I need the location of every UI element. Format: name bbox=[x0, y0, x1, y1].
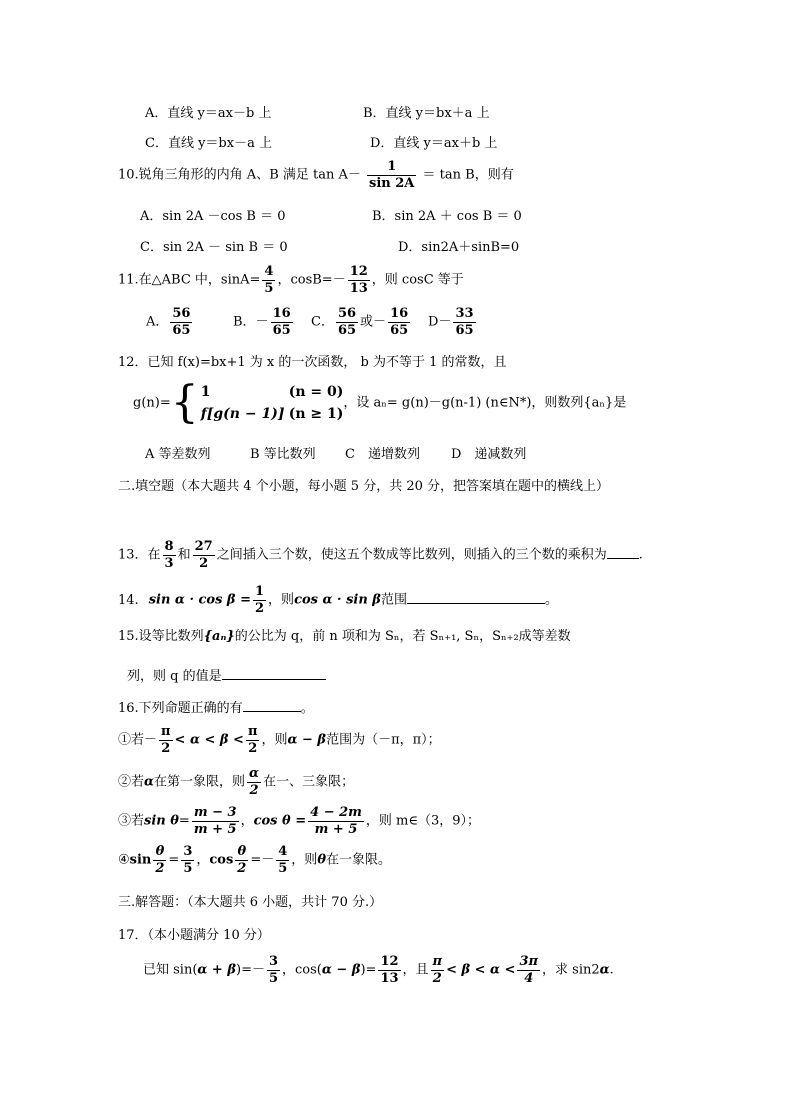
q11-sina-fraction: $\frac{4}{5}$ bbox=[264, 264, 274, 296]
q12-option-c: C 递增数列 bbox=[345, 447, 420, 462]
q16-item-2: ②若α在第一象限，则 $\frac{\alpha}{2}$ 在一、三象限； bbox=[118, 766, 355, 798]
q11-option-d: D－ $\frac{33}{65}$ bbox=[428, 306, 474, 338]
q9-option-b: B．直线 y＝bx＋a 上 bbox=[363, 106, 490, 121]
q12-stem: 12．已知 f(x)=bx+1 为 x 的一次函数， b 为不等于 1 的常数，且 bbox=[118, 355, 507, 370]
q12-option-b: B 等比数列 bbox=[250, 447, 316, 462]
q15-answer-blank[interactable] bbox=[222, 667, 326, 680]
q17-header: 17．（本小题满分 10 分） bbox=[118, 928, 270, 943]
q11-cosb-fraction: $\frac{12}{13}$ bbox=[349, 264, 368, 296]
q12-cases: 1 (n = 0) f[g(n − 1)] (n ≥ 1) bbox=[200, 384, 344, 422]
section-2-heading: 二.填空题（本大题共 4 个小题，每小题 5 分，共 20 分，把答案填在题中的横线上） bbox=[118, 479, 610, 494]
q11-option-b: B．－ $\frac{16}{65}$ bbox=[233, 306, 291, 338]
q15-line-2: 列，则 q 的值是 bbox=[127, 667, 326, 683]
q11-stem: 11.在△ABC 中，sinA= $\frac{4}{5}$ ，cosB=－ $\frac{12}{13}$ ，则 cosC 等于 bbox=[118, 264, 464, 296]
q10-option-a: A．sin 2A －cos B ＝ 0 bbox=[140, 209, 286, 224]
q11-option-a: A． $\frac{56}{65}$ bbox=[146, 306, 191, 338]
q10-stem-post: ＝ tan B，则有 bbox=[422, 167, 514, 183]
q10-option-d: D．sin2A＋sinB=0 bbox=[398, 240, 520, 255]
q9-option-d: D．直线 y＝ax＋b 上 bbox=[370, 136, 498, 151]
q16-item-1: ①若－ $\frac{\pi}{2}$ < α < β < $\frac{\pi}{2}$ ，则α − β范围为（－π，π）； bbox=[118, 724, 441, 756]
q10-fraction: $\frac{1}{\sin 2A}$ bbox=[369, 159, 415, 191]
q9-option-c: C．直线 y＝bx－a 上 bbox=[145, 136, 272, 151]
q14: 14. sin α · cos β = $\frac{1}{2}$ ，则cos α · sin β范围 。 bbox=[118, 584, 558, 616]
q17-body: 已知 sin(α + β)=－ $\frac{3}{5}$ ，cos(α − β)= $\frac{12}{13}$ ，且 $\frac{\pi}{2}$ < β < α < $\frac{3\pi}{4}$ ，求 sin2α. bbox=[143, 954, 614, 986]
section-3-heading: 三.解答题：（本大题共 6 小题，共计 70 分.） bbox=[118, 895, 383, 910]
q16-stem: 16.下列命题正确的有 。 bbox=[118, 701, 314, 716]
q16-item-4: ④sin $\frac{\theta}{2}$ = $\frac{3}{5}$ ，cos $\frac{\theta}{2}$ =－ $\frac{4}{5}$ ，则θ在一象限。 bbox=[118, 844, 391, 876]
q13: 13．在 $\frac{8}{3}$ 和 $\frac{27}{2}$ 之间插入三个数，使这五个数成等比数列，则插入的三个数的乘积为 . bbox=[118, 539, 643, 571]
q10-stem-pre: 10.锐角三角形的内角 A、B 满足 tan A－ bbox=[118, 167, 361, 183]
q10-option-c: C．sin 2A － sin B ＝ 0 bbox=[140, 240, 288, 255]
q16-item-3: ③若sin θ= $\frac{m - 3}{m + 5}$ ，cos θ = $\frac{4 - 2m}{m + 5}$ ，则 m∈（3，9）； bbox=[118, 805, 481, 837]
q14-answer-blank[interactable] bbox=[407, 591, 545, 604]
q13-answer-blank[interactable] bbox=[607, 546, 639, 559]
q10-stem bbox=[118, 160, 514, 190]
q16-answer-blank[interactable] bbox=[243, 699, 301, 712]
q12-option-d: D 递减数列 bbox=[451, 447, 527, 462]
q15-line-1: 15.设等比数列{aₙ}的公比为 q，前 n 项和为 Sₙ，若 Sₙ₊₁, Sₙ，Sₙ₊₂成等差数 bbox=[118, 629, 571, 644]
q11-option-c: C． $\frac{56}{65}$ 或－ $\frac{16}{65}$ bbox=[311, 306, 409, 338]
q12-piecewise: g(n)={ 1 (n = 0) f[g(n − 1)] (n ≥ 1) ，设 aₙ= g(n)－g(n-1) (n∈N*)，则数列{aₙ}是 bbox=[133, 377, 627, 428]
q10-option-b: B．sin 2A ＋ cos B ＝ 0 bbox=[372, 209, 522, 224]
q12-option-a: A 等差数列 bbox=[145, 447, 211, 462]
q9-option-a: A．直线 y＝ax－b 上 bbox=[145, 106, 272, 121]
